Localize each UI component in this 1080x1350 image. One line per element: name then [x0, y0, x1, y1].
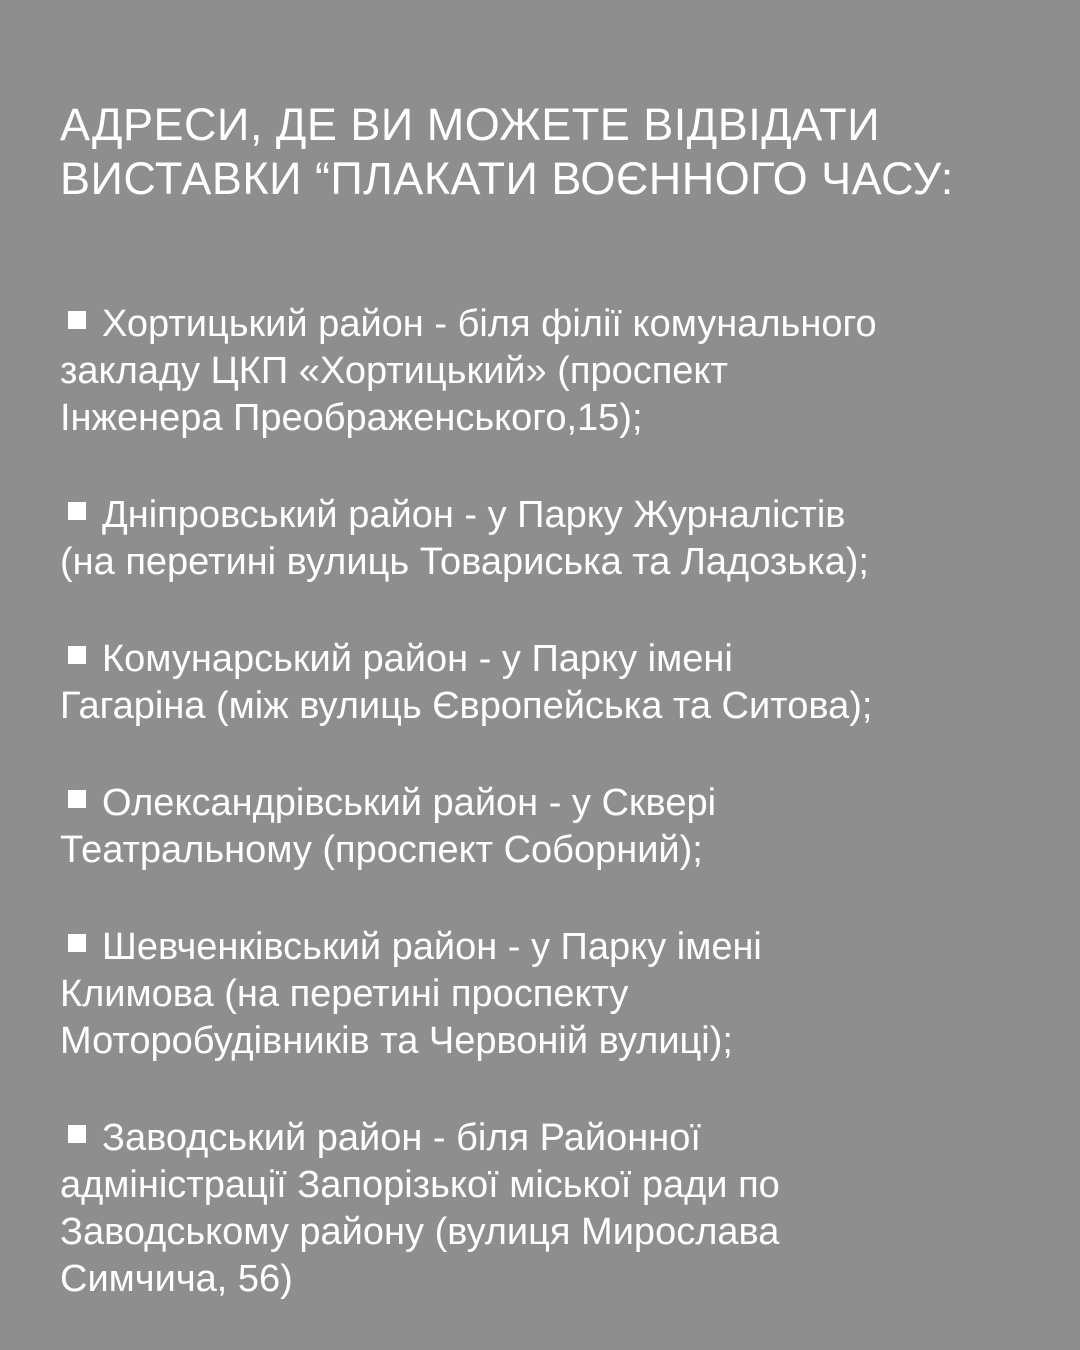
list-item: [60, 636, 1020, 730]
square-bullet-icon: [68, 934, 86, 952]
list-item-text: Шевченківський район - у Парку імені Климова (на перетині проспекту Моторобудівників та Червоній вулиці);: [60, 926, 762, 1062]
list-item: [60, 301, 1020, 442]
list-item: [60, 924, 1020, 1065]
list-item-text: Олександрівський район - у Сквері Театральному (проспект Соборний);: [60, 782, 717, 871]
square-bullet-icon: [68, 646, 86, 664]
page-title: АДРЕСИ, ДЕ ВИ МОЖЕТЕ ВІДВІДАТИ ВИСТАВКИ “ПЛАКАТИ ВОЄННОГО ЧАСУ:: [60, 99, 954, 204]
list-item: [60, 780, 1020, 874]
list-item-text: Дніпровський район - у Парку Журналістів (на перетині вулиць Товариська та Ладозька);: [60, 494, 869, 583]
list-item-text: Комунарський район - у Парку імені Гагаріна (між вулиць Європейська та Ситова);: [60, 638, 873, 727]
list-item: [60, 1115, 1020, 1303]
square-bullet-icon: [68, 502, 86, 520]
address-list: [60, 301, 1020, 1303]
list-item-text: Заводський район - біля Районної адміністрації Запорізької міської ради по Заводському району (вулиця Мирослава Симчича, 56): [60, 1117, 780, 1300]
square-bullet-icon: [68, 311, 86, 329]
list-item-text: Хортицький район - біля філії комунального закладу ЦКП «Хортицький» (проспект Інженера Преображенського,15);: [60, 303, 877, 439]
square-bullet-icon: [68, 790, 86, 808]
list-item: [60, 492, 1020, 586]
square-bullet-icon: [68, 1125, 86, 1143]
